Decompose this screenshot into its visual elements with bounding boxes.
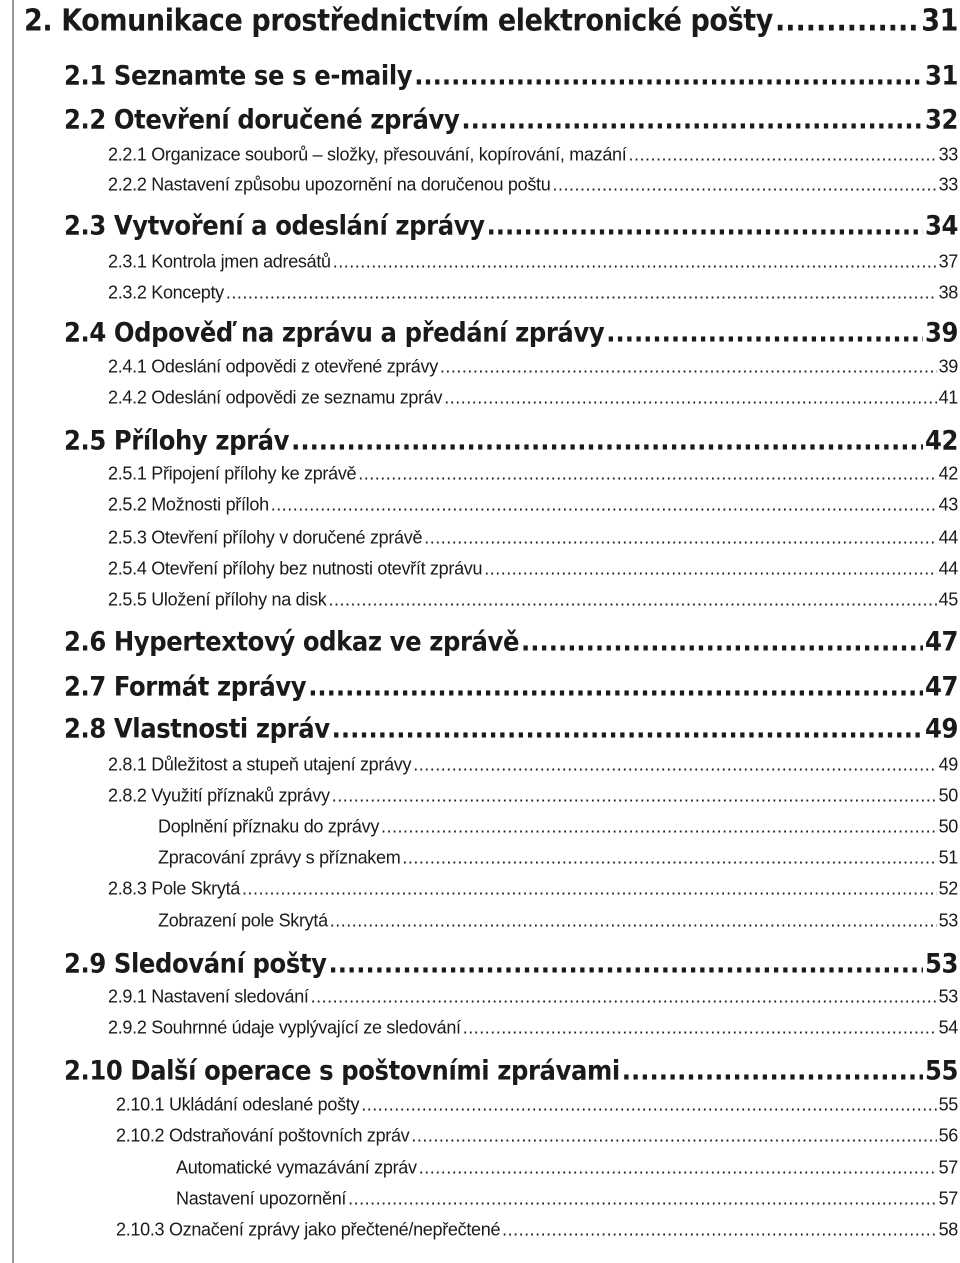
toc-entry[interactable] (108, 879, 958, 900)
toc-entry-page: 37 (938, 251, 958, 272)
toc-leader (332, 786, 937, 807)
toc-leader (424, 528, 936, 549)
toc-entry-page: 47 (924, 671, 958, 703)
toc-entry-page: 53 (938, 986, 958, 1007)
toc-leader (502, 1220, 936, 1241)
toc-entry[interactable] (176, 1158, 958, 1179)
toc-entry-title: Automatické vymazávání zpráv (176, 1157, 417, 1178)
toc-entry[interactable] (108, 495, 958, 516)
toc-entry-page: 54 (938, 1017, 958, 1038)
toc-entry-page: 52 (938, 878, 958, 899)
toc-entry[interactable] (64, 1056, 958, 1087)
toc-leader (413, 755, 936, 776)
toc-leader (622, 1056, 923, 1087)
toc-leader (444, 388, 936, 409)
toc-leader (484, 559, 936, 580)
toc-entry-title: 2.2.1 Organizace souborů – složky, přesouvání, kopírování, mazání (108, 144, 627, 165)
toc-entry-title: 2.5.1 Připojení přílohy ke zprávě (108, 463, 357, 484)
toc-entry[interactable] (158, 817, 958, 838)
toc-entry-page: 55 (938, 1094, 958, 1115)
toc-entry[interactable] (108, 145, 958, 166)
toc-leader (333, 252, 937, 273)
toc-entry[interactable] (64, 105, 958, 136)
toc-leader (461, 105, 923, 136)
toc-entry-page: 39 (924, 317, 958, 349)
toc-entry[interactable] (108, 388, 958, 409)
toc-entry-page: 45 (938, 589, 958, 610)
toc-leader (414, 61, 923, 92)
toc-entry-title: 2.9.1 Nastavení sledování (108, 986, 309, 1007)
toc-entry-page: 47 (924, 626, 958, 658)
toc-entry[interactable] (64, 211, 958, 242)
toc-entry-title: Zpracování zprávy s příznakem (158, 847, 401, 868)
toc-entry[interactable] (108, 464, 958, 485)
toc-entry[interactable] (108, 357, 958, 378)
toc-entry-title: 2.9 Sledování pošty (64, 948, 327, 980)
toc-entry-page: 32 (924, 104, 958, 136)
toc-entry-title: 2.10.1 Ukládání odeslané pošty (116, 1094, 360, 1115)
toc-entry-page: 53 (924, 948, 958, 980)
toc-entry[interactable] (176, 1189, 958, 1210)
toc-entry-page: 55 (924, 1055, 958, 1087)
toc-entry-page: 57 (938, 1157, 958, 1178)
toc-entry-page: 42 (924, 425, 958, 457)
toc-leader (411, 1126, 936, 1147)
toc-leader (463, 1018, 937, 1039)
toc-entry-title: 2. Komunikace prostřednictvím elektronické pošty (24, 3, 773, 39)
toc-entry-title: 2.3.1 Kontrola jmen adresátů (108, 251, 331, 272)
toc-entry-page: 44 (938, 558, 958, 579)
toc-entry-title: 2.9.2 Souhrnné údaje vyplývající ze sledování (108, 1017, 461, 1038)
toc-entry[interactable] (64, 627, 958, 658)
toc-entry-title: 2.2 Otevření doručené zprávy (64, 104, 460, 136)
toc-entry-page: 57 (938, 1188, 958, 1209)
toc-leader (361, 1095, 936, 1116)
toc-entry-title: 2.8 Vlastnosti zpráv (64, 713, 330, 745)
toc-entry-page: 56 (938, 1125, 958, 1146)
toc-entry-page: 33 (938, 174, 958, 195)
toc-entry-page: 31 (921, 3, 958, 39)
toc-leader (271, 495, 937, 516)
toc-entry-title: 2.3.2 Koncepty (108, 282, 224, 303)
toc-entry[interactable] (64, 61, 958, 92)
toc-entry[interactable] (108, 528, 958, 549)
toc-entry[interactable] (158, 848, 958, 869)
toc-entry-title: 2.6 Hypertextový odkaz ve zprávě (64, 626, 520, 658)
toc-entry-title: Nastavení upozornění (176, 1188, 347, 1209)
toc-entry-page: 53 (938, 910, 958, 931)
toc-entry-page: 49 (938, 754, 958, 775)
toc-entry-title: 2.5 Přílohy zpráv (64, 425, 290, 457)
toc-entry[interactable] (24, 4, 958, 39)
toc-entry[interactable] (116, 1126, 958, 1147)
toc-entry[interactable] (108, 987, 958, 1008)
toc-entry[interactable] (108, 786, 958, 807)
toc-leader (358, 464, 936, 485)
toc-entry-title: 2.10.3 Označení zprávy jako přečtené/nepřečtené (116, 1219, 501, 1240)
toc-entry-page: 31 (924, 60, 958, 92)
toc-entry-title: 2.5.2 Možnosti příloh (108, 494, 269, 515)
toc-entry-page: 50 (938, 785, 958, 806)
toc-entry-title: 2.4.2 Odeslání odpovědi ze seznamu zpráv (108, 387, 443, 408)
toc-entry[interactable] (108, 1018, 958, 1039)
toc-leader (775, 4, 919, 39)
toc-leader (521, 627, 923, 658)
toc-entry-title: 2.2.2 Nastavení způsobu upozornění na doručenou poštu (108, 174, 551, 195)
toc-entry-title: 2.8.3 Pole Skrytá (108, 878, 240, 899)
toc-entry-title: 2.10.2 Odstraňování poštovních zpráv (116, 1125, 410, 1146)
toc-entry-title: Doplnění příznaku do zprávy (158, 816, 380, 837)
toc-entry-page: 33 (938, 144, 958, 165)
toc-leader (381, 817, 937, 838)
toc-entry-title: 2.3 Vytvoření a odeslání zprávy (64, 210, 485, 242)
toc-entry-title: 2.1 Seznamte se s e-maily (64, 60, 413, 92)
toc-entry-page: 50 (938, 816, 958, 837)
toc-entry[interactable] (116, 1220, 958, 1241)
toc-entry[interactable] (108, 590, 958, 611)
toc-leader (628, 145, 936, 166)
toc-leader (348, 1189, 936, 1210)
toc-leader (606, 318, 923, 349)
toc-entry[interactable] (108, 755, 958, 776)
toc-entry-page: 34 (924, 210, 958, 242)
toc-entry[interactable] (108, 175, 958, 196)
toc-entry-title: 2.8.2 Využití příznaků zprávy (108, 785, 330, 806)
toc-entry[interactable] (64, 426, 958, 457)
toc-entry-title: 2.4.1 Odeslání odpovědi z otevřené zprávy (108, 356, 438, 377)
toc-leader (440, 357, 937, 378)
toc-entry-title: 2.8.1 Důležitost a stupeň utajení zprávy (108, 754, 412, 775)
toc-entry[interactable] (108, 559, 958, 580)
toc-entry[interactable] (158, 911, 958, 932)
toc-entry[interactable] (108, 283, 958, 304)
toc-leader (328, 590, 936, 611)
toc-entry-page: 41 (938, 387, 958, 408)
toc-leader (226, 283, 937, 304)
toc-entry-page: 42 (938, 463, 958, 484)
toc-leader (308, 672, 923, 703)
toc-entry[interactable] (64, 672, 958, 703)
toc-entry-page: 49 (924, 713, 958, 745)
toc-entry-title: 2.7 Formát zprávy (64, 671, 307, 703)
toc-leader (487, 211, 923, 242)
toc-entry-title: Zobrazení pole Skrytá (158, 910, 328, 931)
toc-entry-page: 58 (938, 1219, 958, 1240)
toc-entry-page: 38 (938, 282, 958, 303)
toc-leader (291, 426, 923, 457)
toc-leader (242, 879, 937, 900)
toc-entry-title: 2.10 Další operace s poštovními zprávami (64, 1055, 620, 1087)
toc-entry-page: 39 (938, 356, 958, 377)
toc-entry-page: 44 (938, 527, 958, 548)
toc-entry[interactable] (64, 714, 958, 745)
toc-entry-title: 2.5.4 Otevření přílohy bez nutnosti otevřít zprávu (108, 558, 483, 579)
toc-leader (330, 911, 937, 932)
toc-entry-title: 2.5.5 Uložení přílohy na disk (108, 589, 327, 610)
toc-leader (311, 987, 937, 1008)
toc-entry[interactable] (64, 949, 958, 980)
toc-leader (332, 714, 923, 745)
toc-entry-title: 2.4 Odpověď na zprávu a předání zprávy (64, 317, 605, 349)
toc-entry[interactable] (116, 1095, 958, 1116)
toc-entry-page: 43 (938, 494, 958, 515)
toc-entry[interactable] (108, 252, 958, 273)
toc-leader (419, 1158, 937, 1179)
toc-entry-page: 51 (938, 847, 958, 868)
toc-entry-title: 2.5.3 Otevření přílohy v doručené zprávě (108, 527, 423, 548)
toc-leader (329, 949, 923, 980)
toc-leader (402, 848, 936, 869)
toc-leader (552, 175, 936, 196)
toc-entry[interactable] (64, 318, 958, 349)
